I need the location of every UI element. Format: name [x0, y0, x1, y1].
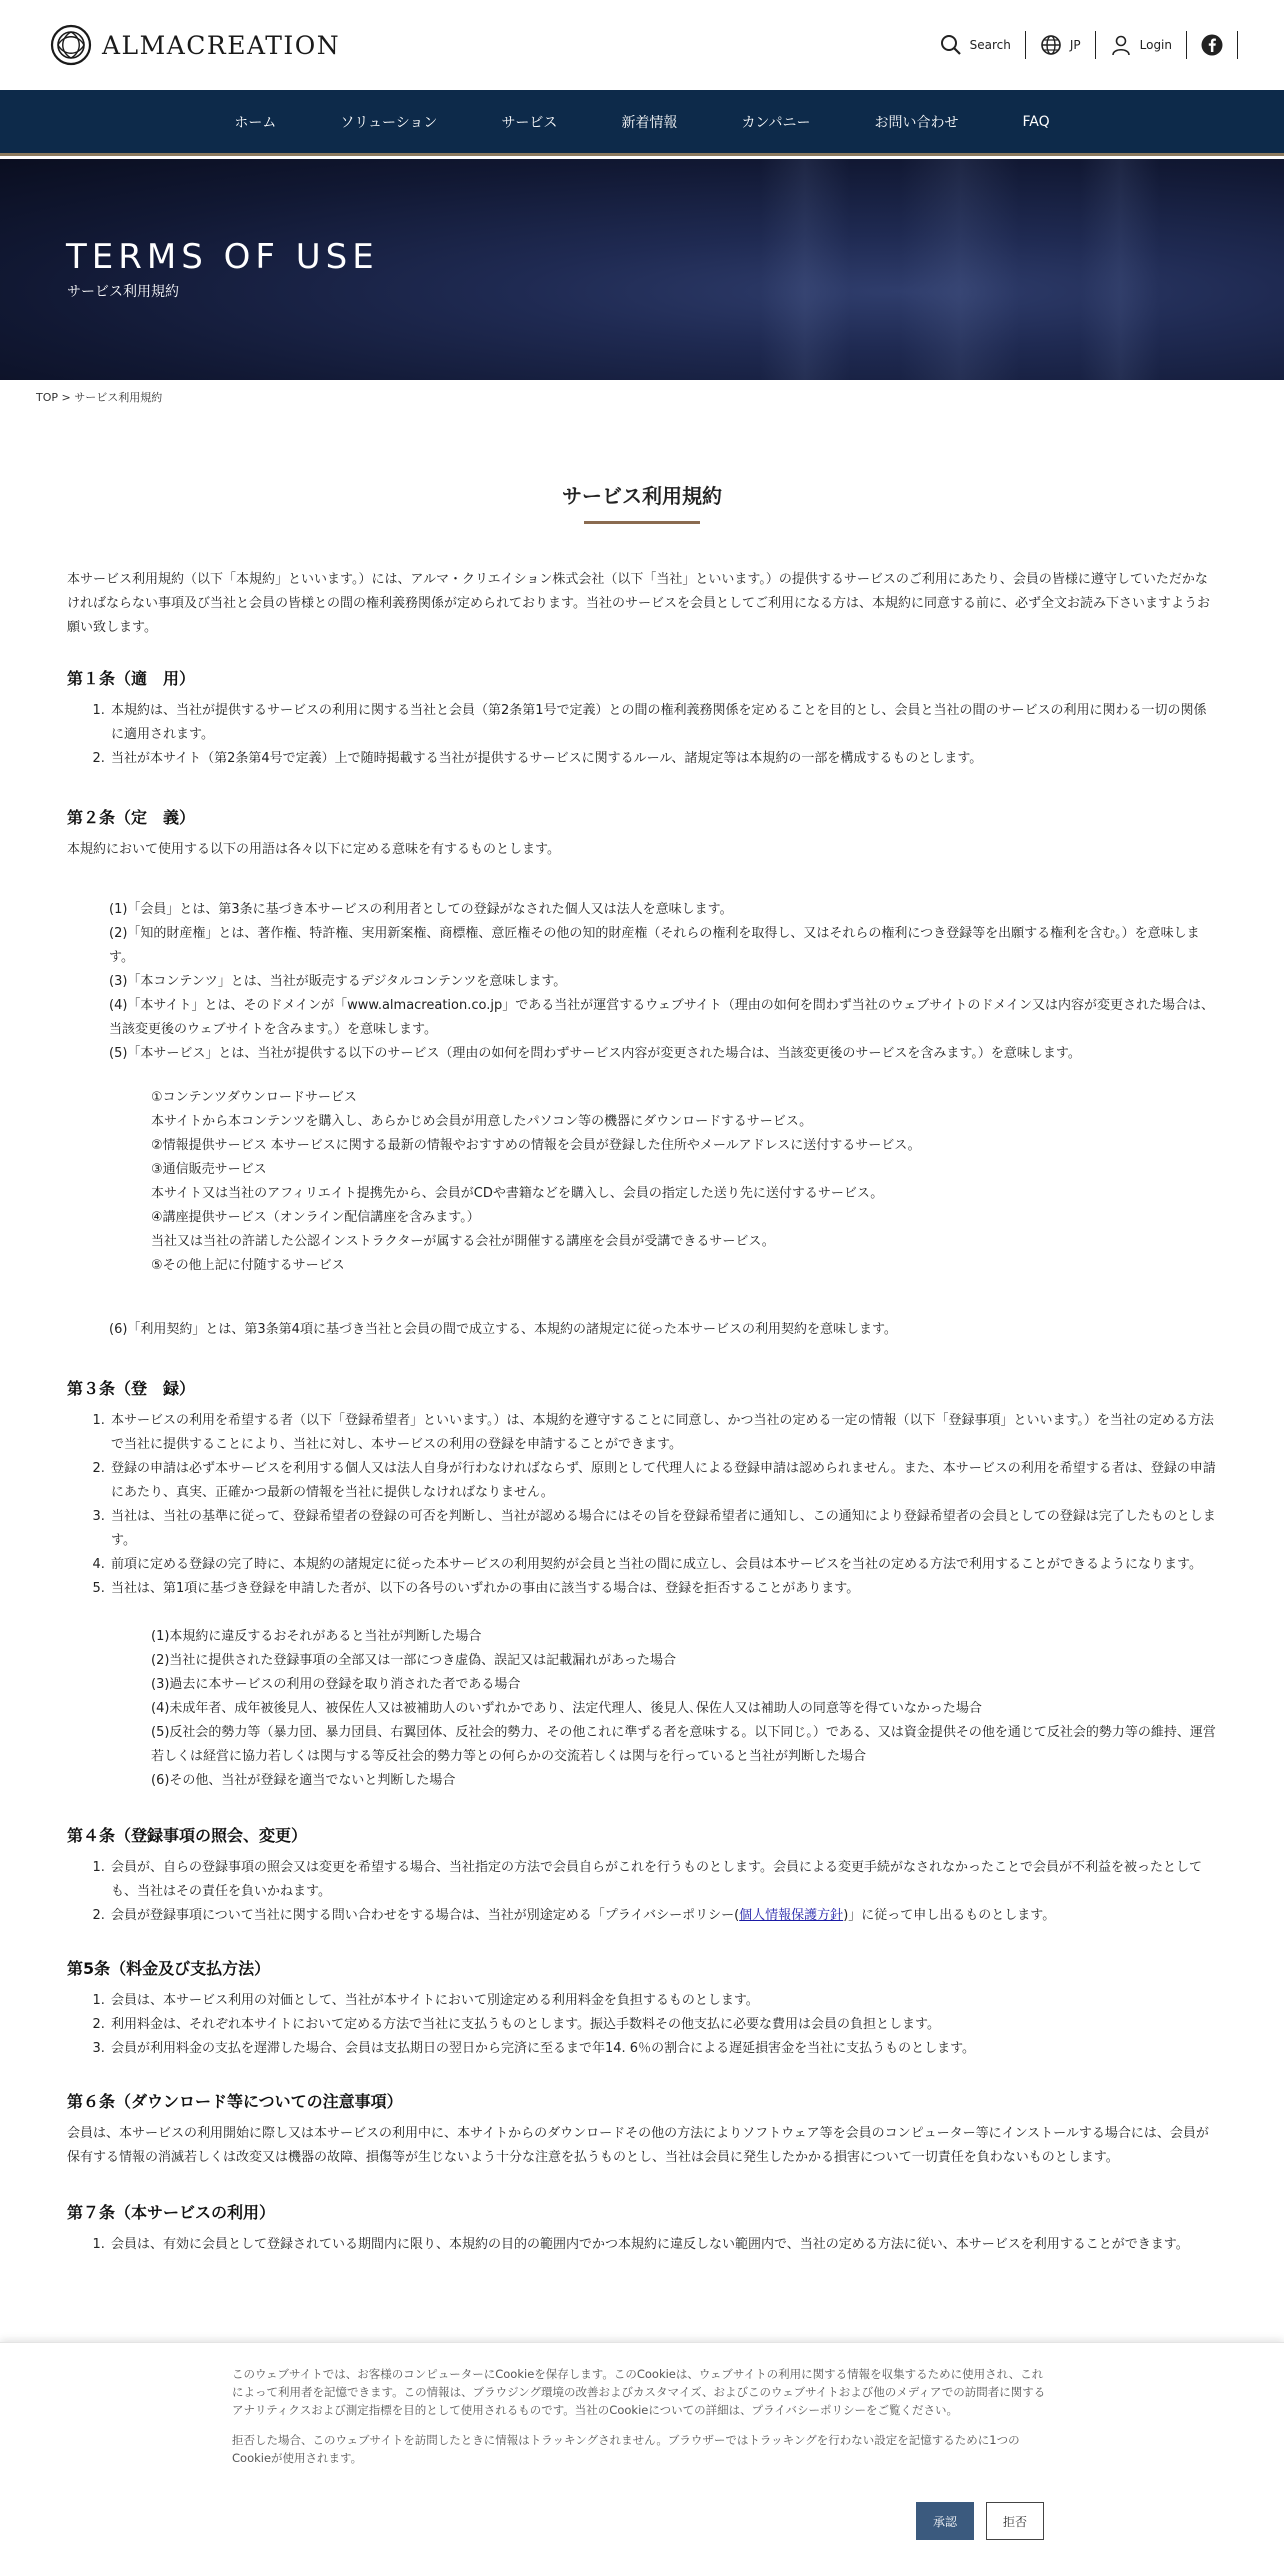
service-item: ④講座提供サービス（オンライン配信講座を含みます。） — [151, 1210, 480, 1225]
nav-item-contact[interactable]: お問い合わせ — [874, 114, 959, 131]
site-logo[interactable] — [50, 24, 340, 66]
cookie-accept-button[interactable]: 承認 — [916, 2502, 974, 2540]
breadcrumb[interactable]: TOP > サービス利用規約 — [36, 391, 163, 404]
article-5-title: 第5条（料金及び支払方法） — [67, 1959, 271, 1978]
article-2-lead: 本規約において使用する以下の用語は各々以下に定める意味を有するものとします。 — [67, 842, 560, 857]
article-6-title: 第６条（ダウンロード等についての注意事項） — [67, 2092, 403, 2111]
reason-item: (3)過去に本サービスの利用の登録を取り消された者である場合 — [151, 1677, 521, 1692]
page-title: サービス利用規約 — [562, 484, 722, 508]
list-item: 3. 会員が利用料金の支払を遅滞した場合、会員は支払期日の翌日から完済に至るまで年14. 6％の割合による遅延損害金を当社に支払うものとします。 — [109, 2037, 1217, 2061]
definition-item: (4)「本サイト」とは、そのドメインが「www.almacreation.co.jp」である当社が運営するウェブサイト（理由の如何を問わず当社のウェブサイトのドメイン又は内容が変更された場合は、当該変更後のウェブサイトを含みます。）を意味します。 — [109, 998, 1214, 1037]
definition-item: (5)「本サービス」とは、当社が提供する以下のサービス（理由の如何を問わずサービス内容が変更された場合は、当該変更後のサービスを含みます。）を意味します。 — [109, 1046, 1081, 1061]
logo-mark-icon — [50, 24, 92, 66]
reason-item: (2)当社に提供された登録事項の全部又は一部につき虚偽、誤記又は記載漏れがあった場合 — [151, 1653, 677, 1668]
facebook-link[interactable] — [1187, 31, 1238, 59]
globe-icon — [1040, 34, 1062, 56]
hero-subtitle: サービス利用規約 — [67, 284, 179, 300]
login-label: Login — [1139, 38, 1172, 52]
service-item: ②情報提供サービス 本サービスに関する最新の情報やおすすめの情報を会員が登録した住所やメールアドレスに送付するサービス。 — [151, 1138, 921, 1153]
nav-item-home[interactable]: ホーム — [234, 114, 277, 131]
nav-item-news[interactable]: 新着情報 — [621, 114, 678, 131]
service-item: ⑤その他上記に付随するサービス — [151, 1258, 345, 1273]
definition-item: (6)「利用契約」とは、第3条第4項に基づき当社と会員の間で成立する、本規約の諸規定に従った本サービスの利用契約を意味します。 — [109, 1322, 897, 1337]
cookie-banner — [0, 2342, 1284, 2568]
cookie-text-1: このウェブサイトでは、お客様のコンピューターにCookieを保存します。このCookieは、ウェブサイトの利用に関する情報を収集するために使用され、これによって利用者を記憶できます。この情報は、ブラウジング環境の改善およびカスタマイズ、およびこのウェブサイトおよび他のメディアでの訪問者に関するアナリティクスおよび測定指標を目的として使用されるものです。当社のCookieについての詳細は、プライバシーポリシーをご覧ください。 — [232, 2367, 1046, 2417]
service-list — [109, 1086, 1217, 1278]
list-item-text: 会員が登録事項について当社に関する問い合わせをする場合は、当社が別途定める「プライバシーポリシー( — [111, 1908, 740, 1923]
utility-menu — [926, 28, 1238, 62]
list-item: 1. 本規約は、当社が提供するサービスの利用に関する当社と会員（第2条第1号で定義）との間の権利義務関係を定めることを目的とし、会員と当社の間のサービスの利用に関わる一切の関係に適用されます。 — [109, 699, 1217, 747]
article-1-title: 第１条（適 用） — [67, 669, 196, 688]
search-label: Search — [969, 38, 1011, 52]
hero-banner — [0, 159, 1284, 380]
article-5-list — [67, 1989, 1217, 2061]
list-item-text: )」に従って申し出るものとします。 — [843, 1908, 1056, 1923]
service-item: 本サイト又は当社のアフィリエイト提携先から、会員がCDや書籍などを購入し、会員の指定した送り先に送付するサービス。 — [151, 1186, 884, 1201]
login-button[interactable] — [1096, 31, 1187, 59]
definition-item: (3)「本コンテンツ」とは、当社が販売するデジタルコンテンツを意味します。 — [109, 974, 567, 989]
nav-item-company[interactable]: カンパニー — [741, 114, 811, 131]
cookie-text — [232, 2365, 1052, 2479]
search-icon — [940, 34, 962, 56]
service-item: ①コンテンツダウンロードサービス — [151, 1090, 357, 1105]
definition-item: (1)「会員」とは、第3条に基づき本サービスの利用者としての登録がなされた個人又は法人を意味します。 — [109, 902, 733, 917]
article-2-definitions — [67, 898, 1217, 1342]
intro-text: 本サービス利用規約（以下「本規約」といいます。）には、アルマ・クリエイション株式会社（以下「当社」といいます。）の提供するサービスのご利用にあたり、会員の皆様に遵守していただかなければならない事項及び当社と会員の皆様との間の権利義務関係が定められております。当社のサービスを会員としてご利用になる方は、本規約に同意する前に、必ず全文お読み下さいますようお願い致します。 — [67, 572, 1210, 635]
article-6-text: 会員は、本サービスの利用開始に際し又は本サービスの利用中に、本サイトからのダウンロードその他の方法によりソフトウェア等を会員のコンピューター等にインストールする場合には、会員が保有する情報の消滅若しくは改変又は機器の故障、損傷等が生じないよう十分な注意を払うものとし、当社は会員に発生したかかる損害について一切責任を負わないものとします。 — [67, 2126, 1209, 2165]
reason-item: (6)その他、当社が登録を適当でないと判断した場合 — [151, 1773, 456, 1788]
service-item: 本サイトから本コンテンツを購入し、あらかじめ会員が用意したパソコン等の機器にダウンロードするサービス。 — [151, 1114, 813, 1129]
article-3-list — [67, 1409, 1217, 1601]
hero-streak — [1080, 159, 1160, 380]
logo-text: ALMACREATION — [102, 30, 341, 60]
hero-streak — [900, 159, 1020, 380]
reason-list — [109, 1625, 1217, 1793]
list-item: 1. 本サービスの利用を希望する者（以下「登録希望者」といいます。）は、本規約を遵守することに同意し、かつ当社の定める一定の情報（以下「登録事項」といいます。）を当社の定める方法で当社に提供することにより、当社に対し、本サービスの利用の登録を申請することができます。 — [109, 1409, 1217, 1457]
hero-streak — [760, 159, 850, 380]
hero-title: TERMS OF USE — [66, 237, 379, 277]
article-1-list — [67, 699, 1217, 771]
list-item: 2. 利用料金は、それぞれ本サイトにおいて定める方法で当社に支払うものとします。振込手数料その他支払に必要な費用は会員の負担とします。 — [109, 2013, 1217, 2037]
site-header — [0, 0, 1284, 90]
list-item: 1. 会員は、本サービス利用の対価として、当社が本サイトにおいて別途定める利用料金を負担するものとします。 — [109, 1989, 1217, 2013]
article-7-list — [67, 2233, 1217, 2257]
nav-item-faq[interactable]: FAQ — [1022, 113, 1050, 130]
cookie-actions — [916, 2502, 1044, 2540]
cookie-text-2: 拒否した場合、このウェブサイトを訪問したときに情報はトラッキングされません。ブラウザーではトラッキングを行わない設定を記憶するために1つのCookieが使用されます。 — [232, 2433, 1020, 2465]
article-2-title: 第２条（定 義） — [67, 808, 196, 827]
privacy-policy-link[interactable]: 個人情報保護方針 — [739, 1908, 844, 1923]
article-3-reasons — [67, 1625, 1217, 1793]
language-label: JP — [1069, 38, 1081, 52]
service-item: 当社又は当社の許諾した公認インストラクターが属する会社が開催する講座を会員が受講できるサービス。 — [151, 1234, 775, 1249]
reason-item: (5)反社会的勢力等（暴力団、暴力団員、右翼団体、反社会的勢力、その他これに準ずる者を意味する。以下同じ。）である、又は資金提供その他を通じて反社会的勢力等の維持、運営若しくは経営に協力若しくは関与する等反社会的勢力等との何らかの交流若しくは関与を行っていると当社が判断した場合 — [151, 1725, 1216, 1764]
article-4-list — [67, 1856, 1217, 1928]
title-underline — [584, 521, 700, 524]
nav-item-solution[interactable]: ソリューション — [340, 114, 438, 131]
list-item — [109, 1904, 1217, 1928]
reason-item: (1)本規約に違反するおそれがあると当社が判断した場合 — [151, 1629, 482, 1644]
terms-content — [67, 480, 1217, 2285]
list-item: 4. 前項に定める登録の完了時に、本規約の諸規定に従った本サービスの利用契約が会員と当社の間に成立し、会員は本サービスを当社の定める方法で利用することができるようになります。 — [109, 1553, 1217, 1577]
facebook-icon — [1201, 34, 1223, 56]
user-icon — [1110, 34, 1132, 56]
article-3-title: 第３条（登 録） — [67, 1379, 196, 1398]
cookie-decline-button[interactable]: 拒否 — [986, 2502, 1044, 2540]
nav-item-service[interactable]: サービス — [501, 114, 558, 131]
article-4-title: 第４条（登録事項の照会、変更） — [67, 1826, 308, 1845]
definition-item: (2)「知的財産権」とは、著作権、特許権、実用新案権、商標権、意匠権その他の知的財産権（それらの権利を取得し、又はそれらの権利につき登録等を出願する権利を含む。）を意味します。 — [109, 926, 1200, 965]
list-item: 2. 当社が本サイト（第2条第4号で定義）上で随時掲載する当社が提供するサービスに関するルール、諸規定等は本規約の一部を構成するものとします。 — [109, 747, 1217, 771]
list-item: 3. 当社は、当社の基準に従って、登録希望者の登録の可否を判断し、当社が認める場合にはその旨を登録希望者に通知し、この通知により登録希望者の会員としての登録は完了したものとします。 — [109, 1505, 1217, 1553]
reason-item: (4)未成年者、成年被後見人、被保佐人又は被補助人のいずれかであり、法定代理人、後見人､保佐人又は補助人の同意等を得ていなかった場合 — [151, 1701, 982, 1716]
list-item: 5. 当社は、第1項に基づき登録を申請した者が、以下の各号のいずれかの事由に該当する場合は、登録を拒否することがあります。 — [109, 1577, 1217, 1601]
list-item: 1. 会員が、自らの登録事項の照会又は変更を希望する場合、当社指定の方法で会員自らがこれを行うものとします。会員による変更手続がなされなかったことで会員が不利益を被ったとしても、当社はその責任を負いかねます。 — [109, 1856, 1217, 1904]
global-nav — [0, 90, 1284, 156]
language-button[interactable] — [1026, 31, 1096, 59]
list-item: 1. 会員は、有効に会員として登録されている期間内に限り、本規約の目的の範囲内でかつ本規約に違反しない範囲内で、当社の定める方法に従い、本サービスを利用することができます。 — [109, 2233, 1217, 2257]
search-button[interactable] — [926, 31, 1026, 59]
article-7-title: 第７条（本サービスの利用） — [67, 2203, 276, 2222]
list-item: 2. 登録の申請は必ず本サービスを利用する個人又は法人自身が行わなければならず、原則として代理人による登録申請は認められません。また、本サービスの利用を希望する者は、登録の申請にあたり、真実、正確かつ最新の情報を当社に提供しなければなりません。 — [109, 1457, 1217, 1505]
service-item: ③通信販売サービス — [151, 1162, 267, 1177]
